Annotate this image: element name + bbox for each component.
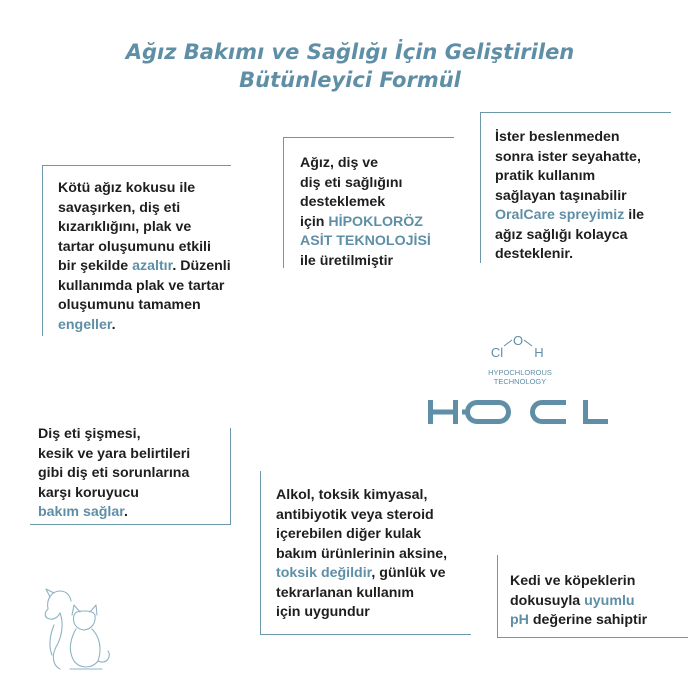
title-line-1: Ağız Bakımı ve Sağlığı İçin Geliştirilen [125, 40, 575, 64]
text-block-non-toxic [276, 486, 486, 623]
body-text: Ağız, diş ve diş eti sağlığını desteklemek için [300, 155, 403, 230]
body-text: . [111, 316, 116, 333]
hocl-subtitle-line-2: TECHNOLOGY [493, 377, 547, 386]
hocl-wordmark-text [620, 330, 621, 331]
page-title [60, 38, 640, 94]
body-text: ile üretilmiştir [300, 252, 394, 269]
body-text: Kedi ve köpeklerin dokusuyla [510, 573, 636, 609]
body-text: ile ağız sağlığı kolayca desteklenir. [495, 207, 645, 262]
highlight-text: azaltır [132, 258, 173, 274]
highlight-text: toksik değildir [276, 565, 372, 581]
highlight-text: uyumlu pH [510, 592, 635, 628]
body-text: Alkol, toksik kimyasal, antibiyotik veya steroid içerebilen diğer kulak bakım ürünlerinin aksine, [276, 487, 448, 562]
body-text: değerine sahiptir [528, 612, 648, 628]
text-block-gum-care [38, 425, 238, 523]
highlight-text: OralCare spreyimiz [495, 207, 625, 223]
highlight-text: bakım sağlar [38, 504, 124, 520]
highlight-text: HİPOKLORÖZ ASİT TEKNOLOJİSİ [300, 213, 431, 249]
hocl-subtitle [480, 368, 560, 386]
text-block-bad-breath [58, 179, 258, 335]
body-text: . Düzenli kullanımda plak ve tartar oluşumunu tamamen [58, 258, 231, 313]
hocl-subtitle-line-1: HYPOCHLOROUS [488, 368, 552, 377]
text-block-portable [495, 128, 695, 265]
cat-dog-logo-icon [40, 585, 120, 675]
highlight-text: engeller [58, 316, 112, 333]
title-line-2: Bütünleyici Formül [239, 68, 461, 92]
hocl-cl-label: Cl [490, 345, 504, 360]
hocl-h-label: H [534, 345, 544, 360]
body-text: İster beslenmeden sonra ister seyahatte, pratik kullanım sağlayan taşınabilir [495, 129, 641, 204]
text-block-ph [510, 572, 690, 631]
body-text: . [123, 504, 128, 520]
body-text: Kötü ağız kokusu ile savaşırken, diş eti kızarıklığını, plak ve tartar oluşumunu etkili bir şekilde [58, 180, 211, 274]
hocl-logo [420, 330, 620, 440]
body-text: Diş eti şişmesi, kesik ve yara belirtileri gibi diş eti sorunlarına karşı koruyucu [38, 426, 191, 501]
hocl-o-label: O [512, 333, 524, 348]
body-text: , günlük ve tekrarlanan kullanım için uygundur [276, 565, 446, 620]
hocl-wordmark [428, 400, 608, 424]
text-block-hypochlorous [300, 154, 470, 271]
